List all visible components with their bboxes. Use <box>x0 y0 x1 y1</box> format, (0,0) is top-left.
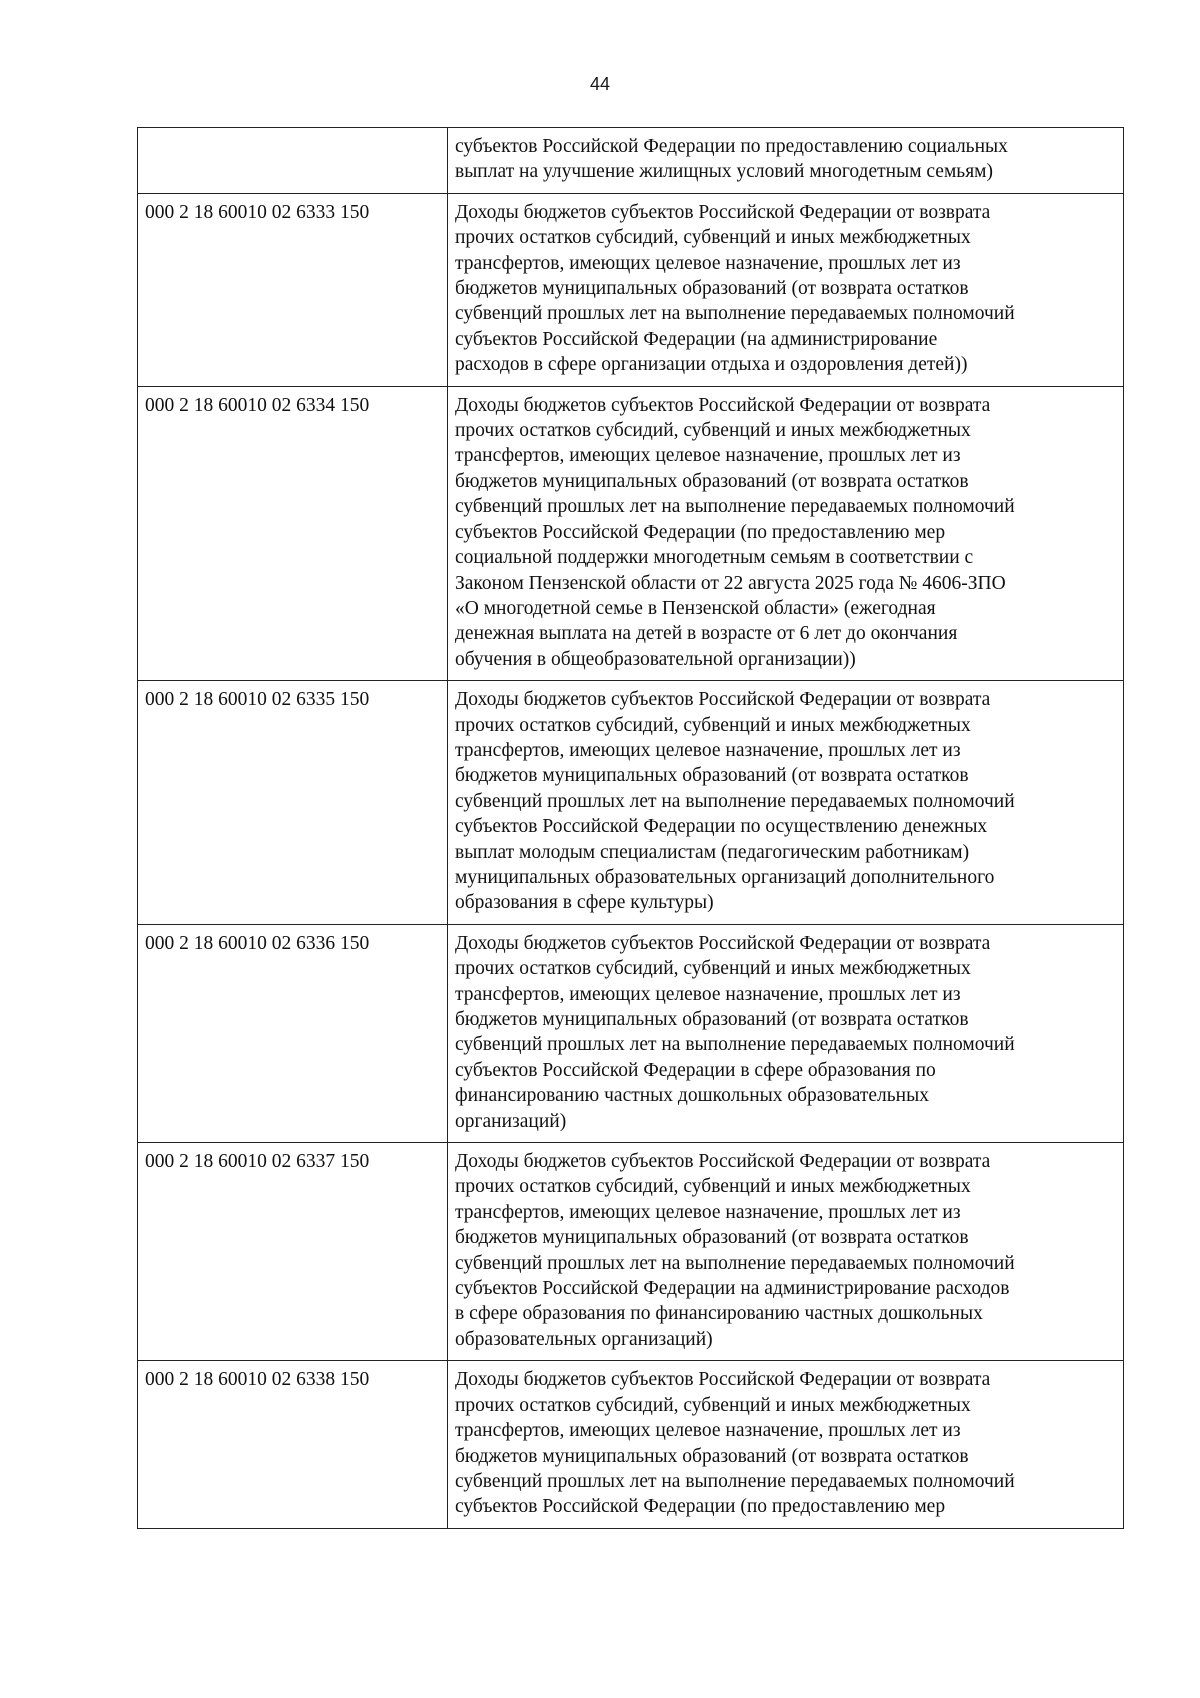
description-line: организаций) <box>455 1110 567 1132</box>
description-line: Доходы бюджетов субъектов Российской Федерации от возврата <box>455 1369 991 1391</box>
budget-code-cell: 000 2 18 60010 02 6337 150 <box>138 1143 448 1361</box>
table-row <box>138 193 1124 386</box>
description-line: прочих остатков субсидий, субвенций и иных межбюджетных <box>455 714 971 736</box>
description-line: трансфертов, имеющих целевое назначение, прошлых лет из <box>455 739 961 761</box>
description-cell <box>448 681 1124 925</box>
description-cell <box>448 193 1124 386</box>
description-line: трансфертов, имеющих целевое назначение, прошлых лет из <box>455 445 961 467</box>
description-cell <box>448 1361 1124 1528</box>
description-line: прочих остатков субсидий, субвенций и иных межбюджетных <box>455 227 971 249</box>
description-line: субвенций прошлых лет на выполнение передаваемых полномочий <box>455 1034 1015 1056</box>
budget-code-cell: 000 2 18 60010 02 6334 150 <box>138 386 448 680</box>
description-line: субъектов Российской Федерации (по предоставлению мер <box>455 521 946 543</box>
description-line: субвенций прошлых лет на выполнение передаваемых полномочий <box>455 1470 1015 1492</box>
description-line: выплат на улучшение жилищных условий многодетным семьям) <box>455 161 993 183</box>
table-row <box>138 128 1124 194</box>
description-line: социальной поддержки многодетным семьям в соответствии с <box>455 547 974 569</box>
description-line: субъектов Российской Федерации на администрирование расходов <box>455 1278 1010 1300</box>
description-line: бюджетов муниципальных образований (от возврата остатков <box>455 765 969 787</box>
description-line: субвенций прошлых лет на выполнение передаваемых полномочий <box>455 303 1015 325</box>
description-line: субъектов Российской Федерации (по предоставлению мер <box>455 1496 946 1518</box>
budget-code-cell: 000 2 18 60010 02 6338 150 <box>138 1361 448 1528</box>
table-body <box>138 128 1124 1529</box>
description-line: муниципальных образовательных организаций дополнительного <box>455 866 995 888</box>
budget-code-cell: 000 2 18 60010 02 6335 150 <box>138 681 448 925</box>
description-line: бюджетов муниципальных образований (от возврата остатков <box>455 278 969 300</box>
description-line: бюджетов муниципальных образований (от возврата остатков <box>455 1227 969 1249</box>
description-line: бюджетов муниципальных образований (от возврата остатков <box>455 1009 969 1030</box>
description-line: бюджетов муниципальных образований (от возврата остатков <box>455 1445 969 1467</box>
description-line: Законом Пензенской области от 22 августа 2025 года № 4606-ЗПО <box>455 572 1006 594</box>
description-line: Доходы бюджетов субъектов Российской Федерации от возврата <box>455 201 991 223</box>
description-line: выплат молодым специалистам (педагогическим работникам) <box>455 841 970 863</box>
budget-code-cell: 000 2 18 60010 02 6336 150 <box>138 924 448 1142</box>
description-cell <box>448 1143 1124 1361</box>
description-line: Доходы бюджетов субъектов Российской Федерации от возврата <box>455 932 991 954</box>
description-line: прочих остатков субсидий, субвенций и иных межбюджетных <box>455 1176 971 1198</box>
table-row <box>138 681 1124 925</box>
budget-code-cell: 000 2 18 60010 02 6333 150 <box>138 193 448 386</box>
budget-code-cell <box>138 128 448 194</box>
description-line: прочих остатков субсидий, субвенций и иных межбюджетных <box>455 420 971 442</box>
description-line: бюджетов муниципальных образований (от возврата остатков <box>455 470 969 492</box>
description-line: трансфертов, имеющих целевое назначение, прошлых лет из <box>455 983 961 1005</box>
description-line: финансированию частных дошкольных образовательных <box>455 1085 929 1107</box>
description-line: денежная выплата на детей в возрасте от 6 лет до окончания <box>455 623 958 645</box>
table-row <box>138 1361 1124 1528</box>
description-line: Доходы бюджетов субъектов Российской Федерации от возврата <box>455 689 991 711</box>
description-line: прочих остатков субсидий, субвенций и иных межбюджетных <box>455 1394 971 1416</box>
description-cell <box>448 386 1124 680</box>
description-line: Доходы бюджетов субъектов Российской Федерации от возврата <box>455 394 991 416</box>
description-cell <box>448 128 1124 194</box>
table-row <box>138 1143 1124 1361</box>
budget-code-table <box>137 127 1124 1529</box>
description-line: субвенций прошлых лет на выполнение передаваемых полномочий <box>455 790 1015 812</box>
description-line: субвенций прошлых лет на выполнение передаваемых полномочий <box>455 1252 1015 1274</box>
table-row <box>138 924 1124 1142</box>
description-line: Доходы бюджетов субъектов Российской Федерации от возврата <box>455 1151 991 1173</box>
description-line: субъектов Российской Федерации (на администрирование <box>455 328 938 350</box>
description-line: субъектов Российской Федерации по осуществлению денежных <box>455 816 988 838</box>
description-line: трансфертов, имеющих целевое назначение, прошлых лет из <box>455 1420 961 1442</box>
description-line: обучения в общеобразовательной организации)) <box>455 648 856 670</box>
description-line: образовательных организаций) <box>455 1328 713 1350</box>
description-line: субвенций прошлых лет на выполнение передаваемых полномочий <box>455 496 1015 518</box>
description-line: субъектов Российской Федерации в сфере образования по <box>455 1059 936 1081</box>
description-line: «О многодетной семье в Пензенской области» (ежегодная <box>455 597 936 619</box>
description-line: расходов в сфере организации отдыха и оздоровления детей)) <box>455 354 968 376</box>
description-line: образования в сфере культуры) <box>455 892 714 914</box>
description-line: трансфертов, имеющих целевое назначение, прошлых лет из <box>455 1201 961 1223</box>
page-number: 44 <box>589 74 611 94</box>
description-line: в сфере образования по финансированию частных дошкольных <box>455 1303 983 1325</box>
description-line: трансфертов, имеющих целевое назначение, прошлых лет из <box>455 252 961 274</box>
description-cell <box>448 924 1124 1142</box>
description-line: прочих остатков субсидий, субвенций и иных межбюджетных <box>455 958 971 980</box>
table-row <box>138 386 1124 680</box>
description-line: субъектов Российской Федерации по предоставлению социальных <box>455 136 1008 157</box>
